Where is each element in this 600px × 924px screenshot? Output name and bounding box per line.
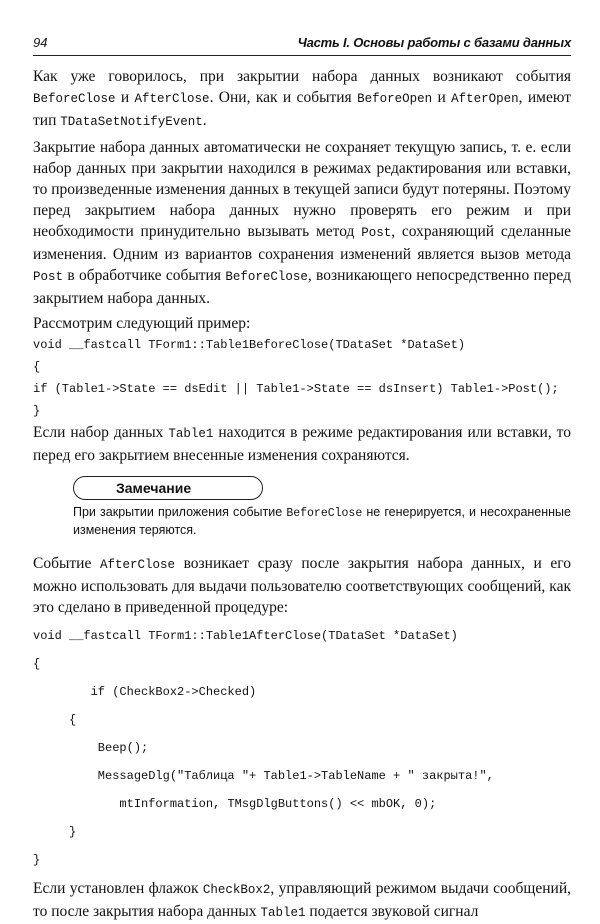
paragraph-checkbox-beep — [33, 878, 571, 924]
text: , управляющий режимом выдачи сообщений, то после закрытия набора данных — [33, 880, 572, 920]
note-title: Замечание — [116, 480, 192, 496]
code-line: if (Table1->State == dsEdit || Table1->State == dsInsert) Table1->Post(); — [33, 382, 559, 396]
code-line: } — [33, 825, 77, 839]
code-inline: Post — [361, 226, 392, 240]
page-header — [33, 33, 571, 56]
text: Закрытие набора данных автоматически не сохраняет текущую запись, т. е. если набор данных при закрытии находился в режимах редактирования или вставки, то произведенные изменения данных в текущей записи будут потеряны. Поэтому перед закрытием набора данных нужно проверять его режим и при необходимости принудительно вызывать метод — [33, 139, 571, 240]
code-line: mtInformation, TMsgDlgButtons() << mbOK, 0); — [33, 797, 437, 811]
paragraph-example-intro: Рассмотрим следующий пример: — [33, 315, 251, 332]
code-line: void __fastcall TForm1::Table1AfterClose(TDataSet *DataSet) — [33, 629, 458, 643]
code-line: { — [33, 360, 41, 374]
code-line: if (CheckBox2->Checked) — [33, 685, 257, 699]
page-number: 94 — [33, 35, 48, 50]
code-listing-before-close — [33, 334, 571, 422]
paragraph-after-close — [33, 553, 571, 618]
text: не генерируется, и несохраненные изменения теряются. — [73, 505, 571, 537]
text: . — [202, 112, 207, 129]
text: Если установлен флажок — [33, 880, 203, 897]
text: . Они, как и события — [209, 89, 358, 106]
note-block — [73, 476, 571, 539]
text: , возникающего непосредственно перед закрытием набора данных. — [33, 267, 571, 307]
code-inline: BeforeClose — [286, 507, 363, 520]
code-inline: AfterClose — [99, 558, 175, 572]
paragraph-table-mode — [33, 422, 571, 466]
text: , сохраняющий сделанные изменения. Одним из вариантов сохранения изменений является вызов метода — [33, 223, 571, 263]
text: в обработчике события — [63, 267, 226, 284]
text: При закрытии приложения событие — [73, 505, 287, 519]
note-text — [73, 504, 571, 539]
code-inline: TDataSetNotifyEvent — [60, 115, 203, 129]
paragraph-close-not-saving — [33, 137, 571, 309]
paragraph-events-close — [33, 66, 571, 133]
code-line: } — [33, 853, 41, 867]
code-inline: Table1 — [168, 427, 214, 441]
text: Как уже говорилось, при закрытии набора данных возникают события — [33, 68, 571, 85]
text: , имеют тип — [33, 89, 571, 129]
text: возникает сразу после закрытия набора данных, и его можно использовать для выдачи пользователю соответствующих сообщений, как это сделано в приведенной процедуре: — [33, 555, 571, 616]
text: и — [432, 89, 452, 106]
code-inline: Table1 — [260, 906, 306, 920]
code-inline: BeforeClose — [33, 92, 116, 106]
code-listing-after-close — [33, 622, 571, 874]
code-inline: BeforeOpen — [357, 92, 433, 106]
code-line: void __fastcall TForm1::Table1BeforeClose(TDataSet *DataSet) — [33, 338, 466, 352]
code-inline: CheckBox2 — [202, 883, 271, 897]
page-body — [33, 66, 571, 924]
code-line: { — [33, 657, 41, 671]
code-line: MessageDlg("Таблица "+ Table1->TableName + " закрыта!", — [33, 769, 494, 783]
code-line: { — [33, 713, 77, 727]
text: Событие — [33, 555, 100, 572]
text: и — [115, 89, 135, 106]
text: находится в режиме редактирования или вставки, то перед его закрытием внесенные изменения сохраняются. — [33, 424, 572, 464]
running-title: Часть I. Основы работы с базами данных — [297, 35, 571, 50]
code-inline: BeforeClose — [225, 270, 308, 284]
text: подается звуковой сигнал — [305, 903, 479, 920]
code-inline: AfterClose — [134, 92, 210, 106]
code-line: } — [33, 404, 41, 418]
code-inline: Post — [33, 270, 64, 284]
code-line: Beep(); — [33, 741, 149, 755]
text: Если набор данных — [33, 424, 169, 441]
note-title-box — [73, 476, 263, 500]
code-inline: AfterOpen — [451, 92, 519, 106]
